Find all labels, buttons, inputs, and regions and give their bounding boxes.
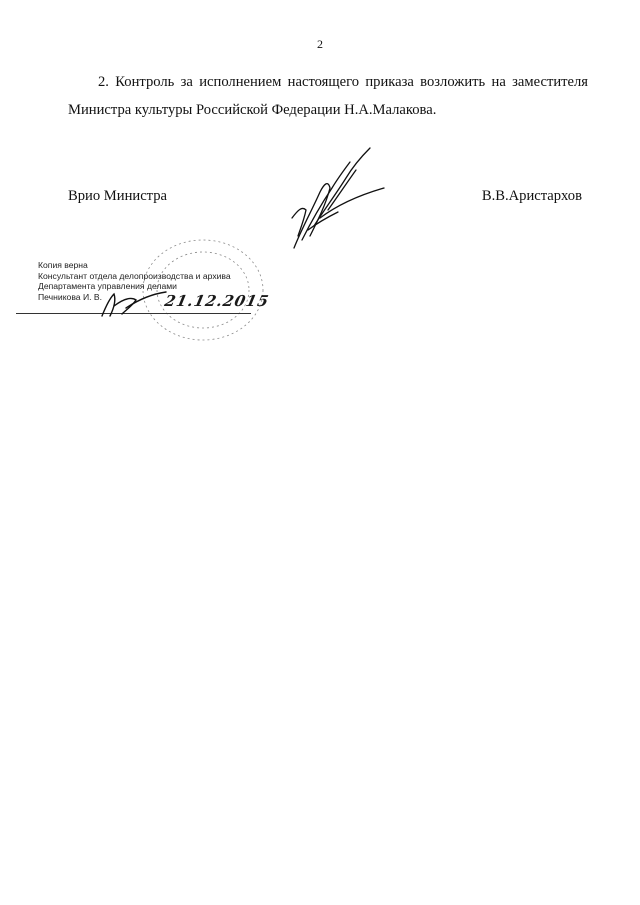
page-number: 2 bbox=[317, 37, 323, 51]
cert-line-3: Департамента управления делами bbox=[38, 281, 177, 292]
cert-line-1: Копия верна bbox=[38, 260, 88, 270]
cert-line-4: Печникова И. В. bbox=[38, 291, 103, 302]
paragraph-line-1: 2. Контроль за исполнением настоящего приказа возложить на заместителя bbox=[98, 74, 588, 90]
signatory-position: Врио Министра bbox=[68, 188, 167, 204]
cert-line-2: Консультант отдела делопроизводства и архива bbox=[38, 270, 231, 281]
handwritten-signature bbox=[280, 140, 390, 255]
signatory-name: В.В.Аристархов bbox=[481, 188, 582, 204]
order-paragraph bbox=[68, 68, 588, 124]
certification-date: 21.12.2015 bbox=[163, 292, 271, 310]
paragraph-line-2: Министра культуры Российской Федерации Н.А.Малакова. bbox=[68, 102, 437, 118]
